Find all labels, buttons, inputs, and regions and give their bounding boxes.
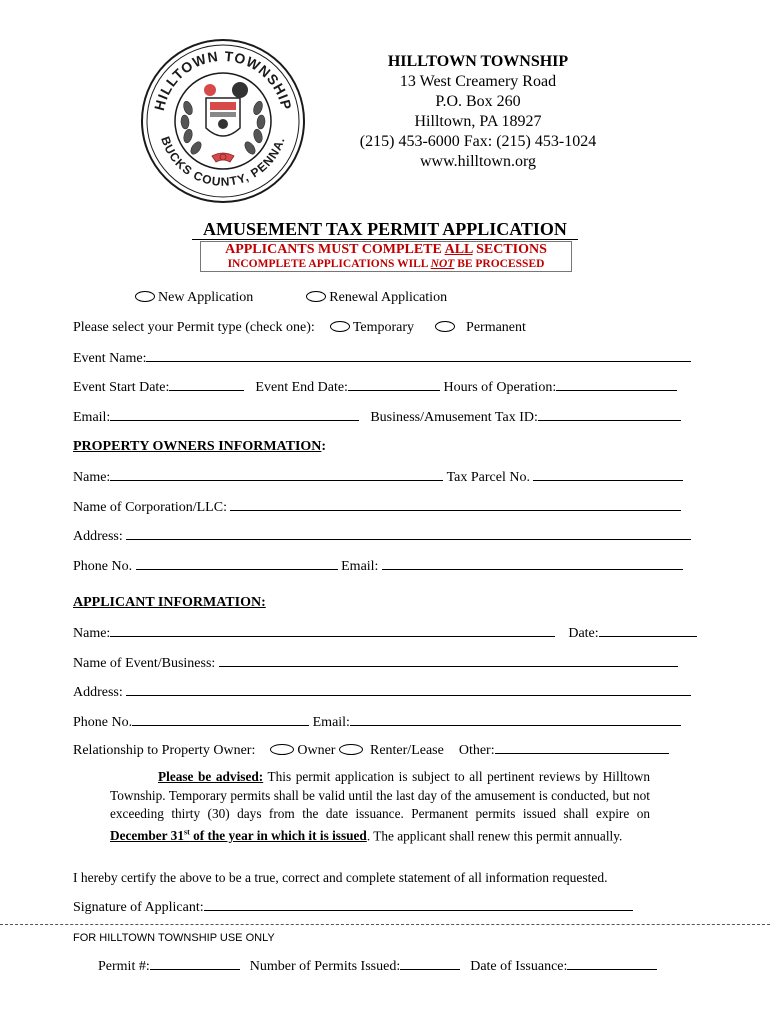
event-business-row (73, 654, 678, 673)
applicant-address-row (73, 683, 691, 702)
property-owners-heading: PROPERTY OWNERS INFORMATION: (73, 439, 327, 454)
applicant-name-label: Name: (73, 626, 111, 641)
issuance-date-label: Date of Issuance: (470, 959, 568, 974)
application-type-row (135, 289, 447, 307)
owner-name-row (73, 468, 683, 487)
issuance-date-field[interactable] (567, 957, 657, 970)
township-name: HILLTOWN TOWNSHIP (387, 53, 569, 70)
tax-id-field[interactable] (538, 408, 681, 421)
renewal-application-option[interactable] (306, 291, 326, 302)
hours-label: Hours of Operation: (443, 380, 557, 395)
form-title: AMUSEMENT TAX PERMIT APPLICATION (203, 219, 567, 239)
event-end-field[interactable] (348, 378, 440, 391)
event-start-field[interactable] (169, 378, 244, 391)
corporation-row (73, 498, 681, 517)
owner-phone-label: Phone No. (73, 559, 133, 574)
event-business-label: Name of Event/Business: (73, 656, 216, 671)
applicant-phone-label: Phone No. (73, 715, 133, 730)
certification-statement: I hereby certify the above to be a true, correct and complete statement of all information requested. (73, 870, 608, 885)
owner-email-field[interactable] (382, 557, 683, 570)
permit-count-field[interactable] (400, 957, 460, 970)
renewal-application-label: Renewal Application (329, 290, 448, 305)
permanent-option[interactable] (435, 321, 455, 332)
signature-label: Signature of Applicant: (73, 900, 204, 915)
title-rule (192, 239, 578, 240)
svg-text:BUCKS COUNTY, PENNA.: BUCKS COUNTY, PENNA. (158, 134, 288, 189)
permit-type-prompt: Please select your Permit type (check one): (73, 320, 315, 335)
temporary-option[interactable] (330, 321, 350, 332)
permit-number-field[interactable] (150, 957, 240, 970)
signature-field[interactable] (204, 898, 633, 911)
township-seal-logo (140, 38, 306, 204)
township-header (340, 52, 616, 172)
advisory-paragraph: Please be advised: This permit application is subject to all pertinent reviews by Hilltown Township. Temporary permits shall be valid until the last day of the amusement is conducted, but not exceeding thirty (30) days from the date issuance. Permanent permits issued shall expire on December 31st of the year in which it is issued. The applicant shall renew this permit annually. (110, 769, 650, 843)
applicant-name-row (73, 624, 697, 643)
warning-line-1: APPLICANTS MUST COMPLETE ALL SECTIONS (225, 242, 547, 257)
renter-lease-option[interactable] (339, 744, 363, 755)
office-use-divider (0, 924, 770, 925)
hours-field[interactable] (556, 378, 677, 391)
event-end-label: Event End Date: (255, 380, 348, 395)
event-start-label: Event Start Date: (73, 380, 170, 395)
owner-name-label: Name: (73, 470, 111, 485)
other-field[interactable] (495, 741, 669, 754)
relationship-row (73, 741, 669, 760)
applicant-address-field[interactable] (126, 683, 691, 696)
owner-label: Owner (297, 743, 336, 758)
owner-email-label: Email: (341, 559, 379, 574)
temporary-label: Temporary (352, 320, 415, 335)
corporation-field[interactable] (230, 498, 681, 511)
phone-fax: (215) 453-6000 Fax: (215) 453-1024 (359, 133, 597, 150)
email-taxid-row (73, 408, 681, 427)
other-label: Other: (458, 743, 495, 758)
event-email-field[interactable] (110, 408, 359, 421)
applicant-email-label: Email: (312, 715, 350, 730)
tax-id-label: Business/Amusement Tax ID: (370, 410, 538, 425)
permanent-label: Permanent (466, 320, 526, 335)
applicant-date-field[interactable] (599, 624, 697, 637)
po-box: P.O. Box 260 (435, 93, 521, 110)
owner-address-label: Address: (73, 529, 123, 544)
website[interactable]: www.hilltown.org (420, 153, 536, 170)
new-application-label: New Application (158, 290, 254, 305)
corporation-label: Name of Corporation/LLC: (73, 500, 227, 515)
applicant-date-label: Date: (568, 626, 599, 641)
applicant-email-field[interactable] (350, 713, 681, 726)
permit-number-label: Permit #: (98, 959, 150, 974)
owner-address-row (73, 527, 691, 546)
owner-phone-row (73, 557, 683, 576)
event-name-field[interactable] (146, 349, 691, 362)
event-email-label: Email: (73, 410, 111, 425)
renter-lease-label: Renter/Lease (369, 743, 444, 758)
event-name-label: Event Name: (73, 351, 147, 366)
street-address: 13 West Creamery Road (399, 73, 557, 90)
relationship-label: Relationship to Property Owner: (73, 743, 256, 758)
tax-parcel-label: Tax Parcel No. (446, 470, 530, 485)
owner-address-field[interactable] (126, 527, 691, 540)
office-use-heading: FOR HILLTOWN TOWNSHIP USE ONLY (73, 932, 275, 944)
applicant-name-field[interactable] (110, 624, 555, 637)
warning-box (200, 241, 572, 272)
event-business-field[interactable] (219, 654, 678, 667)
signature-row (73, 898, 633, 917)
owner-phone-field[interactable] (136, 557, 338, 570)
expiry-emphasis: December 31st of the year in which it is issued (110, 827, 367, 843)
svg-text:HILLTOWN TOWNSHIP: HILLTOWN TOWNSHIP (150, 47, 296, 113)
tax-parcel-field[interactable] (533, 468, 683, 481)
applicant-phone-row (73, 713, 681, 732)
event-dates-row (73, 378, 677, 397)
permit-type-row (73, 319, 526, 337)
permit-count-label: Number of Permits Issued: (249, 959, 401, 974)
warning-line-2: INCOMPLETE APPLICATIONS WILL NOT BE PROCESSED (227, 258, 545, 270)
office-use-row (98, 957, 657, 976)
city-state-zip: Hilltown, PA 18927 (414, 113, 542, 130)
applicant-phone-field[interactable] (132, 713, 309, 726)
advisory-lead: Please be advised: (158, 769, 264, 784)
event-name-row (73, 349, 691, 368)
new-application-option[interactable] (135, 291, 155, 302)
owner-name-field[interactable] (110, 468, 443, 481)
owner-option[interactable] (270, 744, 294, 755)
applicant-address-label: Address: (73, 685, 123, 700)
applicant-heading: APPLICANT INFORMATION: (73, 595, 266, 610)
